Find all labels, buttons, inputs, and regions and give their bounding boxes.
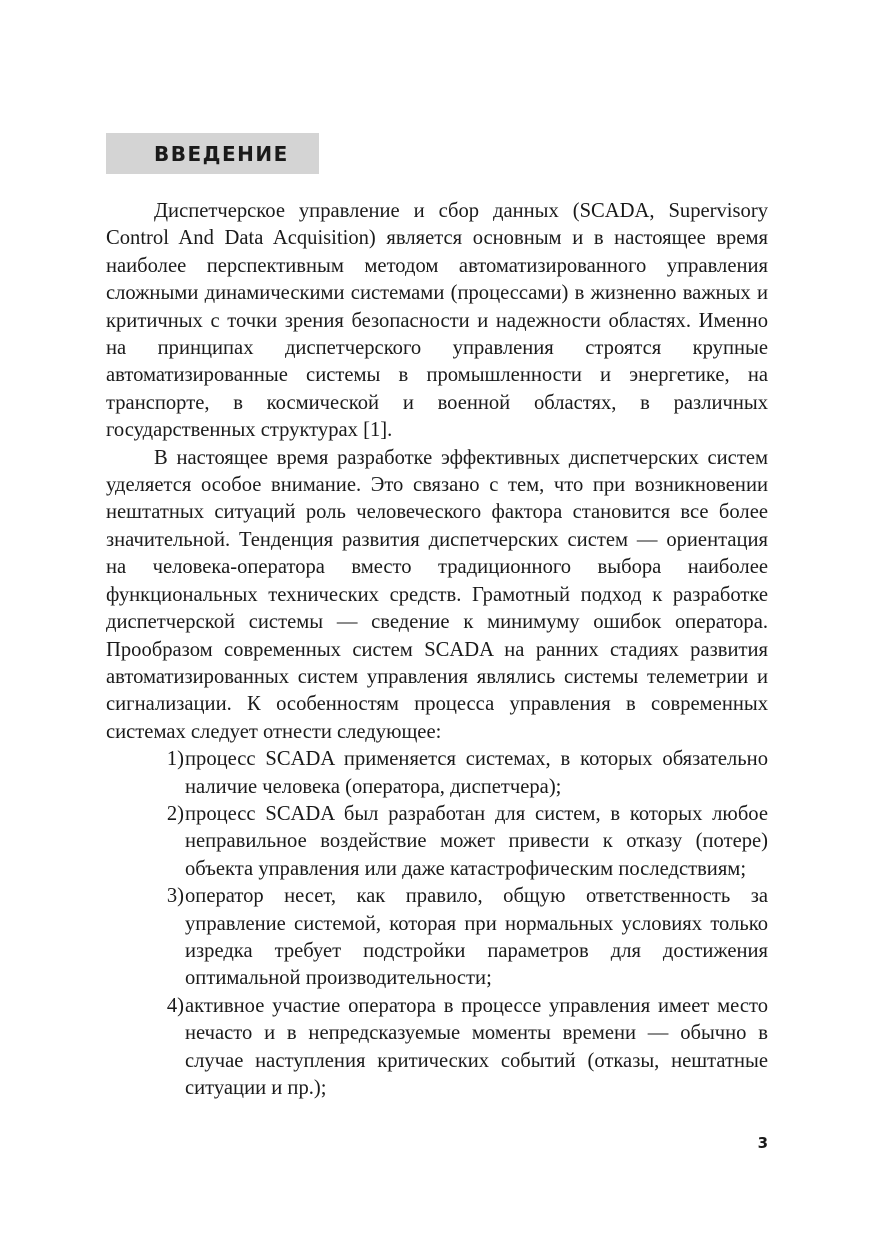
list-item [106,746,768,801]
list-item-text: процесс SCADA применяется системах, в которых обязательно наличие человека (оператора, диспетчера); [185,748,768,798]
list-item [106,883,768,993]
section-heading-box [106,133,319,174]
list-item [106,801,768,883]
page-number: 3 [757,1134,768,1152]
section-heading: ВВЕДЕНИЕ [154,141,289,166]
list-item-number: 1) [166,748,184,771]
list-item-text: активное участие оператора в процессе управления имеет место нечасто и в непредсказуемые моменты времени — обычно в случае наступления критических событий (отказы, нештатные ситуации и пр.); [185,994,768,1099]
list-item-number: 3) [166,885,184,908]
body-text [106,198,768,1102]
list-item-text: процесс SCADA был разработан для систем, в которых любое неправильное воздействие может привести к отказу (потере) объекта управления или даже катастрофическим последствиям; [185,802,768,880]
list-item-number: 2) [166,802,184,825]
list-item-text: оператор несет, как правило, общую ответственность за управление системой, которая при нормальных условиях только изредка требует подстройки параметров для достижения оптимальной производительности; [185,885,768,990]
list-item [106,993,768,1103]
paragraph-trends: В настоящее время разработке эффективных диспетчерских систем уделяется особое внимание. Это связано с тем, что при возникновении нештатных ситуаций роль человеческого фактора становится все более значительной. Тенденция развития диспетчерских систем — ориентация на человека-оператора вместо традиционного выбора наиболее функциональных технических средств. Грамотный подход к разработке диспетчерской системы — сведение к минимуму ошибок оператора. Прообразом современных систем SCADA на ранних стадиях развития автоматизированных систем управления являлись системы телеметрии и сигнализации. К особенностям процесса управления в современных системах следует отнести следующее: [106,446,768,743]
paragraph-intro: Диспетчерское управление и сбор данных (SCADA, Supervisory Control And Data Acquisition) является основным и в настоящее время наиболее перспективным методом автоматизированного управления сложными динамическими системами (процессами) в жизненно важных и критичных с точки зрения безопасности и надежности областях. Именно на принципах диспетчерского управления строятся крупные автоматизированные системы в промышленности и энергетике, на транспорте, в космической и военной областях, в различных государственных структурах [1]. [106,200,768,442]
list-item-number: 4) [166,994,184,1017]
features-list [106,746,768,1102]
